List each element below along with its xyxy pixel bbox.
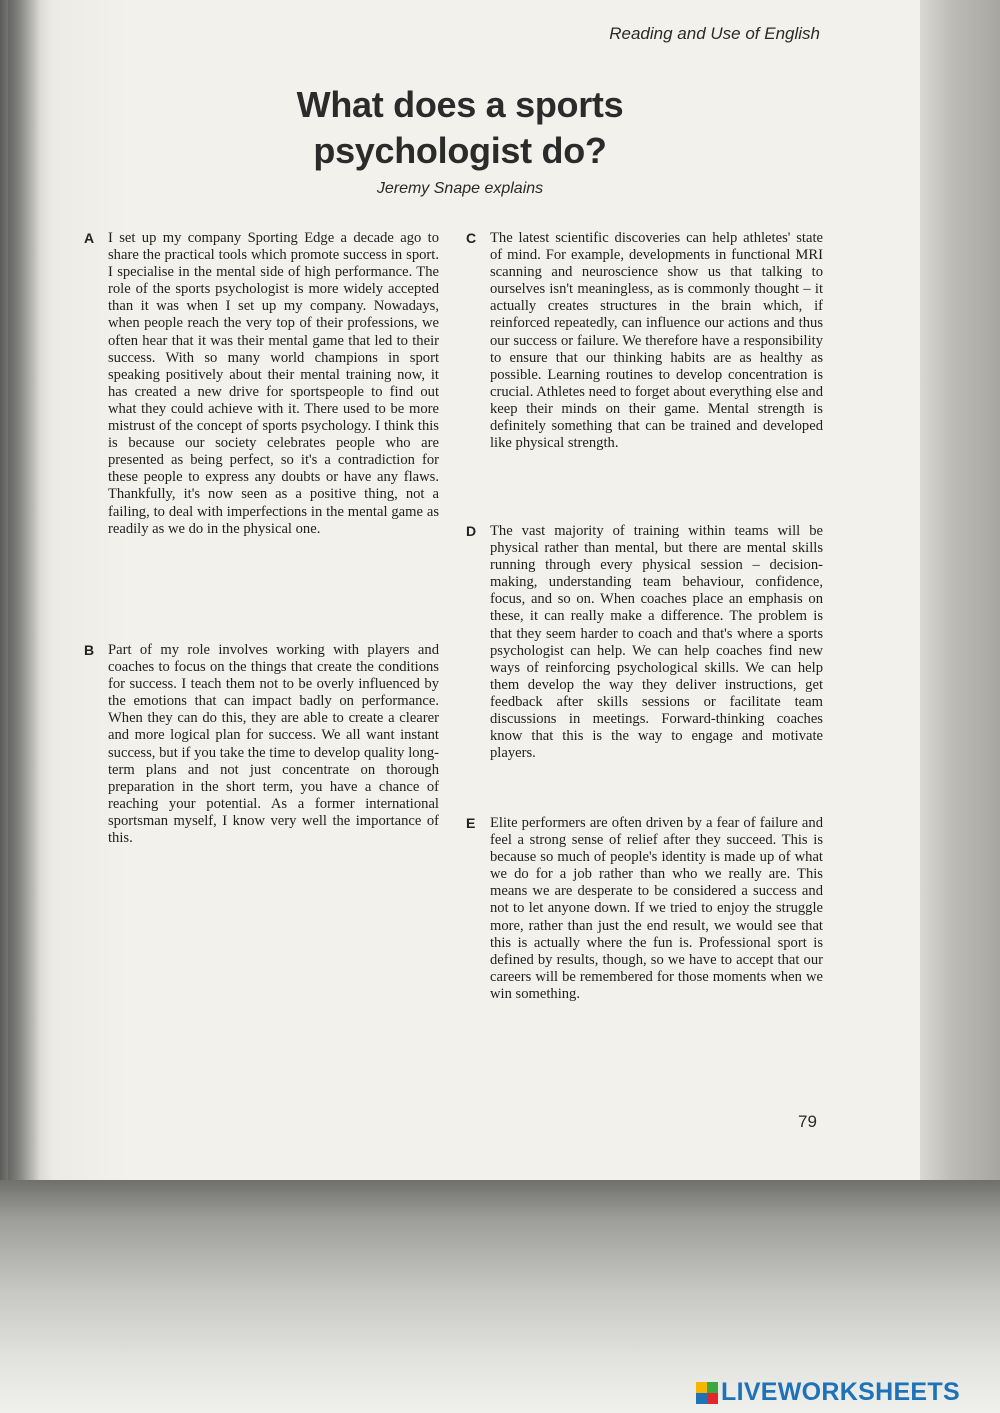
liveworksheets-watermark [696, 1378, 960, 1407]
liveworksheets-logo-icon [696, 1382, 718, 1404]
paragraph-text: The latest scientific discoveries can help athletes' state of mind. For example, developments in functional MRI scanning and neuroscience show us that talking to ourselves isn't meaningless, as is commonly thought – it actually creates structures in the brain which, if reinforced repeatedly, can influence our actions and thus our success or failure. We therefore have a responsibility to ensure that our thinking habits are as healthy as possible. Learning routines to develop concentration is crucial. Athletes need to forget about everything else and keep their minds on their game. Mental strength is definitely something that can be trained and developed like physical strength. [490, 230, 823, 452]
paragraph-d [466, 523, 823, 762]
paragraph-letter: B [84, 642, 95, 658]
paragraph-text: The vast majority of training within teams will be physical rather than mental, but there are mental skills running through every physical session – decision-making, understanding team behaviour, confidence, focus, and so on. When coaches place an emphasis on these, it can really make a difference. The problem is that they seem harder to coach and that's where a sports psychologist can help. We can help coaches find new ways of reinforcing psychological skills. We can help them develop the way they deliver instructions, get feedback after skills sessions or facilitate team discussions in meetings. Forward-thinking coaches know that this is the way to engage and motivate players. [490, 523, 823, 762]
paragraph-letter: A [84, 230, 95, 246]
paragraph-letter: D [466, 523, 477, 539]
page-number: 79 [798, 1112, 817, 1131]
paragraph-c [466, 230, 823, 452]
paragraph-letter: C [466, 230, 477, 246]
paragraph-a [84, 230, 439, 538]
page-edge [920, 0, 1000, 1180]
paragraph-text: I set up my company Sporting Edge a decade ago to share the practical tools which promote success in sport. I specialise in the mental side of high performance. The role of the sports psychologist is more widely accepted than it was when I set up my company. Nowadays, when people reach the very top of their professions, we often hear that it was their mental game that led to their success. With so many world champions in sport speaking positively about their mental training now, it has created a new drive for sportspeople to find out what they could achieve with it. There used to be more mistrust of the concept of sports psychology. I think this is because our society celebrates people who are presented as being perfect, so it's a contradiction for these people to express any doubts or have any flaws. Thankfully, it's now seen as a positive thing, not a failing, to deal with imperfections in the mental game as readily as we do in the physical one. [108, 230, 439, 537]
paragraph-letter: E [466, 815, 476, 831]
paragraph-e [466, 815, 823, 1003]
article-subtitle: Jeremy Snape explains [376, 180, 544, 197]
article-title: What does a sports psychologist do? [296, 84, 624, 171]
paragraph-b [84, 642, 439, 847]
section-header: Reading and Use of English [609, 24, 820, 43]
watermark-text: LIVEWORKSHEETS [721, 1378, 960, 1406]
paragraph-text: Part of my role involves working with players and coaches to focus on the things that create the conditions for success. I teach them not to be overly influenced by the emotions that can impact badly on performance. When they can do this, they are able to create a clearer and more logical plan for success. We all want instant success, but if you take the time to develop quality long-term plans and not just concentrate on thorough preparation in the short term, you have a chance of reaching your potential. As a former international sportsman myself, I know very well the importance of this. [108, 642, 439, 847]
paragraph-text: Elite performers are often driven by a fear of failure and feel a strong sense of relief after they succeed. This is because so much of people's identity is made up of what we do for a job rather than who we really are. This means we are desperate to be considered a success and not to let anyone down. If we tried to enjoy the struggle more, rather than just the end result, we would see that this is actually where the fun is. Professional sport is defined by results, though, so we have to accept that our careers will be remembered for those moments when we win something. [490, 815, 823, 1002]
